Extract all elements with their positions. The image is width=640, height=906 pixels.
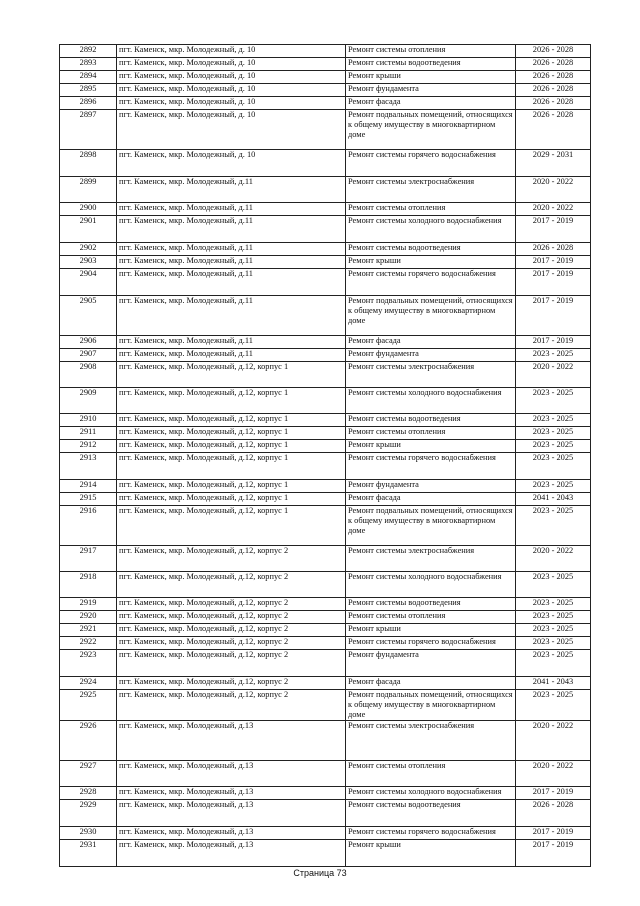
address-cell: пгт. Каменск, мкр. Молодежный, д.12, корпус 1: [117, 453, 346, 480]
address-cell: пгт. Каменск, мкр. Молодежный, д. 10: [117, 84, 346, 97]
row-number-cell: 2900: [60, 203, 117, 216]
row-number-cell: 2915: [60, 493, 117, 506]
table-row: [60, 203, 591, 216]
repair-schedule-table: [59, 44, 591, 867]
period-cell: 2026 - 2028: [516, 45, 591, 58]
row-number-cell: 2926: [60, 721, 117, 761]
period-cell: 2020 - 2022: [516, 203, 591, 216]
work-type-cell: Ремонт системы горячего водоснабжения: [346, 150, 516, 177]
address-cell: пгт. Каменск, мкр. Молодежный, д. 10: [117, 71, 346, 84]
row-number-cell: 2922: [60, 637, 117, 650]
work-type-cell: Ремонт системы горячего водоснабжения: [346, 269, 516, 296]
address-cell: пгт. Каменск, мкр. Молодежный, д. 10: [117, 150, 346, 177]
table-row: [60, 624, 591, 637]
work-type-cell: Ремонт фундамента: [346, 349, 516, 362]
row-number-cell: 2896: [60, 97, 117, 110]
work-type-cell: Ремонт системы горячего водоснабжения: [346, 637, 516, 650]
work-type-cell: Ремонт системы отопления: [346, 427, 516, 440]
period-cell: 2023 - 2025: [516, 624, 591, 637]
period-cell: 2020 - 2022: [516, 177, 591, 203]
work-type-cell: Ремонт системы водоотведения: [346, 598, 516, 611]
work-type-cell: Ремонт фасада: [346, 677, 516, 690]
table-row: [60, 453, 591, 480]
address-cell: пгт. Каменск, мкр. Молодежный, д.12, корпус 2: [117, 650, 346, 677]
address-cell: пгт. Каменск, мкр. Молодежный, д.13: [117, 840, 346, 867]
table-row: [60, 216, 591, 243]
period-cell: 2017 - 2019: [516, 840, 591, 867]
row-number-cell: 2898: [60, 150, 117, 177]
period-cell: 2023 - 2025: [516, 572, 591, 598]
address-cell: пгт. Каменск, мкр. Молодежный, д.11: [117, 296, 346, 336]
table-row: [60, 414, 591, 427]
period-cell: 2029 - 2031: [516, 150, 591, 177]
row-number-cell: 2927: [60, 761, 117, 787]
work-type-cell: Ремонт фундамента: [346, 650, 516, 677]
work-type-cell: Ремонт фасада: [346, 336, 516, 349]
work-type-cell: Ремонт крыши: [346, 840, 516, 867]
address-cell: пгт. Каменск, мкр. Молодежный, д.12, корпус 2: [117, 677, 346, 690]
address-cell: пгт. Каменск, мкр. Молодежный, д.12, корпус 1: [117, 388, 346, 414]
work-type-cell: Ремонт системы водоотведения: [346, 243, 516, 256]
address-cell: пгт. Каменск, мкр. Молодежный, д.13: [117, 761, 346, 787]
table-row: [60, 827, 591, 840]
table-row: [60, 97, 591, 110]
period-cell: 2020 - 2022: [516, 362, 591, 388]
period-cell: 2017 - 2019: [516, 269, 591, 296]
table-row: [60, 256, 591, 269]
row-number-cell: 2914: [60, 480, 117, 493]
work-type-cell: Ремонт подвальных помещений, относящихся к общему имуществу в многоквартирном доме: [346, 690, 516, 721]
table-row: [60, 787, 591, 800]
row-number-cell: 2916: [60, 506, 117, 546]
address-cell: пгт. Каменск, мкр. Молодежный, д. 10: [117, 97, 346, 110]
row-number-cell: 2917: [60, 546, 117, 572]
table-row: [60, 546, 591, 572]
row-number-cell: 2907: [60, 349, 117, 362]
row-number-cell: 2908: [60, 362, 117, 388]
table-row: [60, 611, 591, 624]
table-row: [60, 45, 591, 58]
period-cell: 2026 - 2028: [516, 97, 591, 110]
row-number-cell: 2910: [60, 414, 117, 427]
period-cell: 2020 - 2022: [516, 721, 591, 761]
row-number-cell: 2929: [60, 800, 117, 827]
table-row: [60, 388, 591, 414]
period-cell: 2017 - 2019: [516, 787, 591, 800]
address-cell: пгт. Каменск, мкр. Молодежный, д.11: [117, 203, 346, 216]
table-row: [60, 761, 591, 787]
row-number-cell: 2925: [60, 690, 117, 721]
period-cell: 2026 - 2028: [516, 71, 591, 84]
table-row: [60, 110, 591, 150]
period-cell: 2041 - 2043: [516, 677, 591, 690]
table-row: [60, 84, 591, 97]
table-row: [60, 150, 591, 177]
row-number-cell: 2912: [60, 440, 117, 453]
work-type-cell: Ремонт системы отопления: [346, 761, 516, 787]
table-row: [60, 650, 591, 677]
work-type-cell: Ремонт системы холодного водоснабжения: [346, 216, 516, 243]
work-type-cell: Ремонт системы холодного водоснабжения: [346, 388, 516, 414]
table-row: [60, 800, 591, 827]
work-type-cell: Ремонт системы водоотведения: [346, 414, 516, 427]
table-row: [60, 677, 591, 690]
row-number-cell: 2928: [60, 787, 117, 800]
table-row: [60, 572, 591, 598]
row-number-cell: 2901: [60, 216, 117, 243]
address-cell: пгт. Каменск, мкр. Молодежный, д.12, корпус 1: [117, 414, 346, 427]
table-row: [60, 721, 591, 761]
table-row: [60, 506, 591, 546]
address-cell: пгт. Каменск, мкр. Молодежный, д. 10: [117, 58, 346, 71]
table-row: [60, 349, 591, 362]
table-row: [60, 480, 591, 493]
work-type-cell: Ремонт фасада: [346, 97, 516, 110]
row-number-cell: 2911: [60, 427, 117, 440]
address-cell: пгт. Каменск, мкр. Молодежный, д.12, корпус 2: [117, 598, 346, 611]
period-cell: 2023 - 2025: [516, 480, 591, 493]
address-cell: пгт. Каменск, мкр. Молодежный, д.11: [117, 269, 346, 296]
address-cell: пгт. Каменск, мкр. Молодежный, д.13: [117, 787, 346, 800]
row-number-cell: 2919: [60, 598, 117, 611]
work-type-cell: Ремонт подвальных помещений, относящихся к общему имуществу в многоквартирном доме: [346, 506, 516, 546]
table-row: [60, 177, 591, 203]
work-type-cell: Ремонт крыши: [346, 71, 516, 84]
work-type-cell: Ремонт крыши: [346, 440, 516, 453]
address-cell: пгт. Каменск, мкр. Молодежный, д.11: [117, 243, 346, 256]
table-row: [60, 840, 591, 867]
row-number-cell: 2921: [60, 624, 117, 637]
work-type-cell: Ремонт системы отопления: [346, 45, 516, 58]
period-cell: 2017 - 2019: [516, 256, 591, 269]
row-number-cell: 2909: [60, 388, 117, 414]
row-number-cell: 2893: [60, 58, 117, 71]
table-row: [60, 243, 591, 256]
page-number: Страница 73: [293, 868, 347, 878]
row-number-cell: 2905: [60, 296, 117, 336]
period-cell: 2026 - 2028: [516, 110, 591, 150]
period-cell: 2026 - 2028: [516, 84, 591, 97]
work-type-cell: Ремонт подвальных помещений, относящихся к общему имуществу в многоквартирном доме: [346, 110, 516, 150]
row-number-cell: 2931: [60, 840, 117, 867]
table-row: [60, 690, 591, 721]
address-cell: пгт. Каменск, мкр. Молодежный, д.12, корпус 1: [117, 440, 346, 453]
address-cell: пгт. Каменск, мкр. Молодежный, д. 10: [117, 110, 346, 150]
table-row: [60, 336, 591, 349]
period-cell: 2023 - 2025: [516, 427, 591, 440]
row-number-cell: 2894: [60, 71, 117, 84]
period-cell: 2023 - 2025: [516, 388, 591, 414]
work-type-cell: Ремонт крыши: [346, 256, 516, 269]
period-cell: 2023 - 2025: [516, 650, 591, 677]
period-cell: 2023 - 2025: [516, 349, 591, 362]
address-cell: пгт. Каменск, мкр. Молодежный, д.12, корпус 2: [117, 572, 346, 598]
period-cell: 2017 - 2019: [516, 216, 591, 243]
period-cell: 2026 - 2028: [516, 800, 591, 827]
table-row: [60, 440, 591, 453]
address-cell: пгт. Каменск, мкр. Молодежный, д.12, корпус 2: [117, 624, 346, 637]
work-type-cell: Ремонт системы холодного водоснабжения: [346, 572, 516, 598]
work-type-cell: Ремонт системы водоотведения: [346, 800, 516, 827]
address-cell: пгт. Каменск, мкр. Молодежный, д. 10: [117, 45, 346, 58]
period-cell: 2020 - 2022: [516, 546, 591, 572]
table-row: [60, 296, 591, 336]
work-type-cell: Ремонт системы электроснабжения: [346, 362, 516, 388]
period-cell: 2023 - 2025: [516, 440, 591, 453]
period-cell: 2023 - 2025: [516, 453, 591, 480]
work-type-cell: Ремонт системы холодного водоснабжения: [346, 787, 516, 800]
period-cell: 2023 - 2025: [516, 506, 591, 546]
period-cell: 2023 - 2025: [516, 637, 591, 650]
address-cell: пгт. Каменск, мкр. Молодежный, д.12, корпус 2: [117, 690, 346, 721]
work-type-cell: Ремонт подвальных помещений, относящихся к общему имуществу в многоквартирном доме: [346, 296, 516, 336]
work-type-cell: Ремонт системы горячего водоснабжения: [346, 827, 516, 840]
address-cell: пгт. Каменск, мкр. Молодежный, д.12, корпус 1: [117, 362, 346, 388]
address-cell: пгт. Каменск, мкр. Молодежный, д.11: [117, 256, 346, 269]
period-cell: 2017 - 2019: [516, 336, 591, 349]
address-cell: пгт. Каменск, мкр. Молодежный, д.11: [117, 336, 346, 349]
table-row: [60, 269, 591, 296]
table-body: [60, 45, 591, 867]
table-row: [60, 637, 591, 650]
work-type-cell: Ремонт системы отопления: [346, 611, 516, 624]
address-cell: пгт. Каменск, мкр. Молодежный, д.12, корпус 1: [117, 427, 346, 440]
address-cell: пгт. Каменск, мкр. Молодежный, д.12, корпус 2: [117, 611, 346, 624]
period-cell: 2017 - 2019: [516, 296, 591, 336]
period-cell: 2023 - 2025: [516, 598, 591, 611]
row-number-cell: 2903: [60, 256, 117, 269]
work-type-cell: Ремонт системы электроснабжения: [346, 177, 516, 203]
row-number-cell: 2918: [60, 572, 117, 598]
address-cell: пгт. Каменск, мкр. Молодежный, д.12, корпус 2: [117, 546, 346, 572]
table-row: [60, 493, 591, 506]
address-cell: пгт. Каменск, мкр. Молодежный, д.11: [117, 216, 346, 243]
row-number-cell: 2924: [60, 677, 117, 690]
row-number-cell: 2920: [60, 611, 117, 624]
work-type-cell: Ремонт системы электроснабжения: [346, 546, 516, 572]
table-row: [60, 598, 591, 611]
table-row: [60, 362, 591, 388]
period-cell: 2023 - 2025: [516, 690, 591, 721]
work-type-cell: Ремонт системы водоотведения: [346, 58, 516, 71]
period-cell: 2023 - 2025: [516, 414, 591, 427]
address-cell: пгт. Каменск, мкр. Молодежный, д.13: [117, 800, 346, 827]
row-number-cell: 2913: [60, 453, 117, 480]
table-row: [60, 427, 591, 440]
table-row: [60, 58, 591, 71]
address-cell: пгт. Каменск, мкр. Молодежный, д.12, корпус 1: [117, 506, 346, 546]
address-cell: пгт. Каменск, мкр. Молодежный, д.13: [117, 721, 346, 761]
row-number-cell: 2902: [60, 243, 117, 256]
work-type-cell: Ремонт системы отопления: [346, 203, 516, 216]
row-number-cell: 2899: [60, 177, 117, 203]
period-cell: 2020 - 2022: [516, 761, 591, 787]
work-type-cell: Ремонт фундамента: [346, 84, 516, 97]
period-cell: 2041 - 2043: [516, 493, 591, 506]
work-type-cell: Ремонт фундамента: [346, 480, 516, 493]
address-cell: пгт. Каменск, мкр. Молодежный, д.11: [117, 177, 346, 203]
work-type-cell: Ремонт системы электроснабжения: [346, 721, 516, 761]
address-cell: пгт. Каменск, мкр. Молодежный, д.12, корпус 1: [117, 493, 346, 506]
row-number-cell: 2923: [60, 650, 117, 677]
row-number-cell: 2897: [60, 110, 117, 150]
period-cell: 2017 - 2019: [516, 827, 591, 840]
row-number-cell: 2906: [60, 336, 117, 349]
address-cell: пгт. Каменск, мкр. Молодежный, д.12, корпус 1: [117, 480, 346, 493]
row-number-cell: 2892: [60, 45, 117, 58]
period-cell: 2026 - 2028: [516, 58, 591, 71]
work-type-cell: Ремонт крыши: [346, 624, 516, 637]
address-cell: пгт. Каменск, мкр. Молодежный, д.12, корпус 2: [117, 637, 346, 650]
row-number-cell: 2930: [60, 827, 117, 840]
period-cell: 2023 - 2025: [516, 611, 591, 624]
address-cell: пгт. Каменск, мкр. Молодежный, д.13: [117, 827, 346, 840]
work-type-cell: Ремонт системы горячего водоснабжения: [346, 453, 516, 480]
address-cell: пгт. Каменск, мкр. Молодежный, д.11: [117, 349, 346, 362]
work-type-cell: Ремонт фасада: [346, 493, 516, 506]
period-cell: 2026 - 2028: [516, 243, 591, 256]
row-number-cell: 2904: [60, 269, 117, 296]
table-row: [60, 71, 591, 84]
row-number-cell: 2895: [60, 84, 117, 97]
